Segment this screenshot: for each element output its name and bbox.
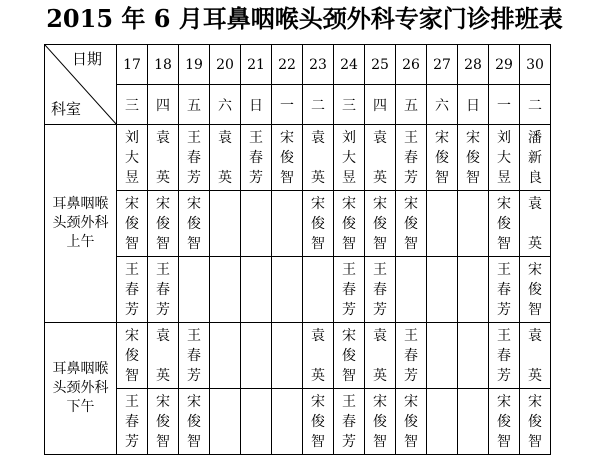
weekday-cell: 日 bbox=[458, 85, 489, 125]
doctor-cell bbox=[241, 389, 272, 455]
doctor-cell bbox=[520, 389, 551, 455]
doctor-cell bbox=[148, 257, 179, 323]
doctor-name: 袁 英 bbox=[528, 327, 542, 384]
doctor-name: 宋 俊 智 bbox=[187, 195, 201, 252]
doctor-cell bbox=[427, 389, 458, 455]
doctor-cell bbox=[303, 191, 334, 257]
date-cell: 18 bbox=[148, 45, 179, 85]
doctor-cell bbox=[396, 257, 427, 323]
section-label-cell bbox=[45, 323, 117, 455]
doctor-cell bbox=[272, 323, 303, 389]
doctor-name: 宋 俊 智 bbox=[373, 195, 387, 252]
doctor-cell bbox=[365, 257, 396, 323]
doctor-cell bbox=[272, 125, 303, 191]
doctor-name: 王 春 芳 bbox=[156, 261, 170, 318]
doctor-cell bbox=[396, 125, 427, 191]
date-cell: 28 bbox=[458, 45, 489, 85]
doctor-cell bbox=[210, 191, 241, 257]
date-cell: 30 bbox=[520, 45, 551, 85]
date-cell: 26 bbox=[396, 45, 427, 85]
doctor-name: 刘 大 昱 bbox=[342, 129, 356, 186]
doctor-cell bbox=[427, 257, 458, 323]
schedule-row bbox=[45, 323, 551, 389]
section-label-line: 头颈外科 bbox=[52, 215, 109, 231]
doctor-cell bbox=[334, 323, 365, 389]
doctor-cell bbox=[210, 323, 241, 389]
date-cell: 24 bbox=[334, 45, 365, 85]
doctor-name: 宋 俊 智 bbox=[342, 327, 356, 384]
section-label-line: 耳鼻咽喉 bbox=[52, 196, 109, 212]
weekday-cell: 五 bbox=[396, 85, 427, 125]
doctor-cell bbox=[365, 389, 396, 455]
doctor-cell bbox=[210, 389, 241, 455]
doctor-cell bbox=[303, 389, 334, 455]
doctor-name: 王 春 芳 bbox=[342, 393, 356, 450]
date-cell: 27 bbox=[427, 45, 458, 85]
doctor-cell bbox=[334, 191, 365, 257]
weekday-cell: 六 bbox=[210, 85, 241, 125]
weekday-cell: 六 bbox=[427, 85, 458, 125]
date-cell: 23 bbox=[303, 45, 334, 85]
doctor-cell bbox=[303, 257, 334, 323]
weekday-cell: 二 bbox=[303, 85, 334, 125]
doctor-cell bbox=[396, 191, 427, 257]
doctor-cell bbox=[241, 191, 272, 257]
doctor-cell bbox=[458, 389, 489, 455]
doctor-cell bbox=[334, 389, 365, 455]
doctor-name: 袁 英 bbox=[528, 195, 542, 252]
doctor-cell bbox=[148, 191, 179, 257]
doctor-name: 宋 俊 智 bbox=[435, 129, 449, 186]
schedule-row bbox=[45, 257, 551, 323]
weekday-cell: 三 bbox=[117, 85, 148, 125]
doctor-name: 宋 俊 智 bbox=[125, 195, 139, 252]
corner-header-cell bbox=[45, 45, 117, 125]
doctor-cell bbox=[210, 257, 241, 323]
doctor-cell bbox=[365, 191, 396, 257]
doctor-cell bbox=[179, 389, 210, 455]
doctor-name: 袁 英 bbox=[373, 129, 387, 186]
doctor-name: 宋 俊 智 bbox=[311, 393, 325, 450]
doctor-cell bbox=[489, 389, 520, 455]
doctor-name: 王 春 芳 bbox=[497, 327, 511, 384]
date-cell: 29 bbox=[489, 45, 520, 85]
section-label-line: 头颈外科 bbox=[52, 380, 109, 396]
doctor-cell bbox=[396, 323, 427, 389]
doctor-name: 宋 俊 智 bbox=[404, 393, 418, 450]
doctor-name: 宋 俊 智 bbox=[528, 393, 542, 450]
date-cell: 17 bbox=[117, 45, 148, 85]
doctor-name: 袁 英 bbox=[156, 129, 170, 186]
doctor-cell bbox=[303, 125, 334, 191]
doctor-name: 宋 俊 智 bbox=[311, 195, 325, 252]
doctor-cell bbox=[148, 125, 179, 191]
doctor-cell bbox=[427, 191, 458, 257]
doctor-cell bbox=[396, 389, 427, 455]
doctor-cell bbox=[334, 257, 365, 323]
doctor-cell bbox=[179, 191, 210, 257]
weekday-cell: 四 bbox=[148, 85, 179, 125]
date-cell: 22 bbox=[272, 45, 303, 85]
schedule-table bbox=[44, 44, 551, 455]
page-title: 2015 年 6 月耳鼻咽喉头颈外科专家门诊排班表 bbox=[46, 4, 563, 33]
section-label-line: 耳鼻咽喉 bbox=[52, 361, 109, 377]
section-label-line: 上午 bbox=[66, 234, 95, 250]
doctor-cell bbox=[272, 191, 303, 257]
doctor-name: 王 春 芳 bbox=[404, 129, 418, 186]
doctor-cell bbox=[489, 191, 520, 257]
doctor-cell bbox=[489, 257, 520, 323]
weekday-cell: 一 bbox=[272, 85, 303, 125]
doctor-name: 宋 俊 智 bbox=[187, 393, 201, 450]
doctor-name: 宋 俊 智 bbox=[342, 195, 356, 252]
doctor-cell bbox=[148, 323, 179, 389]
doctor-name: 袁 英 bbox=[311, 129, 325, 186]
weekday-cell: 四 bbox=[365, 85, 396, 125]
doctor-name: 宋 俊 智 bbox=[280, 129, 294, 186]
date-cell: 21 bbox=[241, 45, 272, 85]
doctor-name: 王 春 芳 bbox=[187, 327, 201, 384]
doctor-cell bbox=[303, 323, 334, 389]
doctor-cell bbox=[365, 125, 396, 191]
doctor-name: 宋 俊 智 bbox=[156, 393, 170, 450]
doctor-name: 宋 俊 智 bbox=[404, 195, 418, 252]
doctor-name: 王 春 芳 bbox=[125, 261, 139, 318]
date-header-label: 日期 bbox=[71, 50, 102, 68]
date-cell: 25 bbox=[365, 45, 396, 85]
schedule-row bbox=[45, 191, 551, 257]
doctor-cell bbox=[179, 125, 210, 191]
doctor-cell bbox=[458, 125, 489, 191]
doctor-cell bbox=[520, 125, 551, 191]
doctor-name: 袁 英 bbox=[311, 327, 325, 384]
doctor-name: 宋 俊 智 bbox=[156, 195, 170, 252]
date-cell: 20 bbox=[210, 45, 241, 85]
doctor-name: 王 春 芳 bbox=[249, 129, 263, 186]
doctor-cell bbox=[210, 125, 241, 191]
doctor-name: 王 春 芳 bbox=[342, 261, 356, 318]
doctor-name: 宋 俊 智 bbox=[497, 195, 511, 252]
doctor-cell bbox=[117, 323, 148, 389]
weekday-cell: 日 bbox=[241, 85, 272, 125]
doctor-cell bbox=[489, 323, 520, 389]
doctor-cell bbox=[365, 323, 396, 389]
weekday-row bbox=[45, 85, 551, 125]
date-row bbox=[45, 45, 551, 85]
doctor-name: 袁 英 bbox=[156, 327, 170, 384]
dept-header-label: 科室 bbox=[51, 100, 82, 118]
doctor-cell bbox=[272, 257, 303, 323]
doctor-cell bbox=[117, 125, 148, 191]
doctor-name: 王 春 芳 bbox=[373, 261, 387, 318]
doctor-name: 王 春 芳 bbox=[497, 261, 511, 318]
doctor-name: 袁 英 bbox=[373, 327, 387, 384]
doctor-cell bbox=[489, 125, 520, 191]
section-label-line: 下午 bbox=[66, 399, 95, 415]
doctor-name: 袁 英 bbox=[218, 129, 232, 186]
doctor-name: 宋 俊 智 bbox=[466, 129, 480, 186]
doctor-name: 刘 大 昱 bbox=[497, 129, 511, 186]
schedule-row bbox=[45, 389, 551, 455]
doctor-name: 王 春 芳 bbox=[125, 393, 139, 450]
doctor-cell bbox=[520, 257, 551, 323]
doctor-cell bbox=[179, 323, 210, 389]
doctor-cell bbox=[241, 323, 272, 389]
doctor-cell bbox=[241, 125, 272, 191]
doctor-cell bbox=[179, 257, 210, 323]
date-cell: 19 bbox=[179, 45, 210, 85]
doctor-cell bbox=[520, 323, 551, 389]
section-label-cell bbox=[45, 125, 117, 323]
doctor-name: 宋 俊 智 bbox=[373, 393, 387, 450]
doctor-cell bbox=[272, 389, 303, 455]
doctor-cell bbox=[520, 191, 551, 257]
doctor-name: 王 春 芳 bbox=[404, 327, 418, 384]
doctor-cell bbox=[458, 191, 489, 257]
doctor-cell bbox=[117, 191, 148, 257]
doctor-cell bbox=[334, 125, 365, 191]
doctor-cell bbox=[427, 323, 458, 389]
doctor-cell bbox=[458, 257, 489, 323]
weekday-cell: 三 bbox=[334, 85, 365, 125]
doctor-cell bbox=[241, 257, 272, 323]
doctor-cell bbox=[117, 389, 148, 455]
doctor-name: 刘 大 昱 bbox=[125, 129, 139, 186]
doctor-cell bbox=[148, 389, 179, 455]
doctor-cell bbox=[458, 323, 489, 389]
schedule-row bbox=[45, 125, 551, 191]
doctor-name: 宋 俊 智 bbox=[528, 261, 542, 318]
doctor-cell bbox=[427, 125, 458, 191]
weekday-cell: 二 bbox=[520, 85, 551, 125]
doctor-name: 王 春 芳 bbox=[187, 129, 201, 186]
doctor-cell bbox=[117, 257, 148, 323]
weekday-cell: 五 bbox=[179, 85, 210, 125]
doctor-name: 潘 新 良 bbox=[528, 129, 542, 186]
weekday-cell: 一 bbox=[489, 85, 520, 125]
doctor-name: 宋 俊 智 bbox=[125, 327, 139, 384]
doctor-name: 宋 俊 智 bbox=[497, 393, 511, 450]
